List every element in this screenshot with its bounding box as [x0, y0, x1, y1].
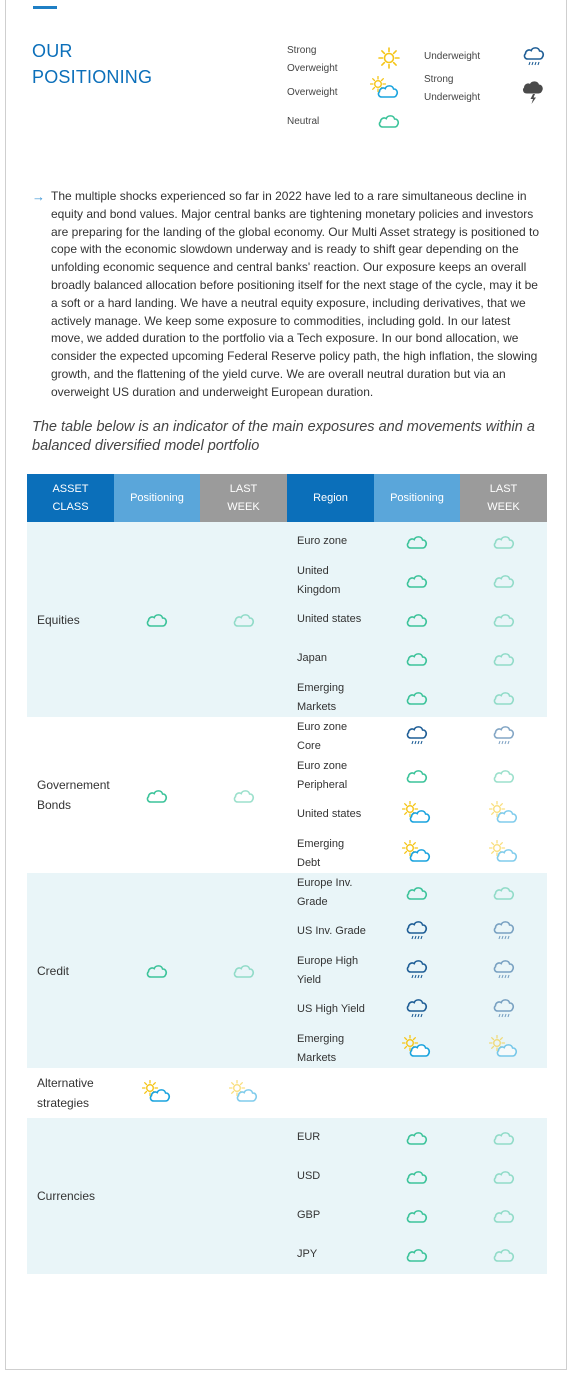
cloud-icon — [491, 1242, 517, 1267]
region-name: United Kingdom — [287, 561, 374, 600]
region-positioning — [374, 951, 460, 990]
rain-cloud-icon — [522, 44, 546, 73]
region-name: EUR — [287, 1118, 374, 1157]
sun-cloud-icon — [402, 840, 432, 867]
region-name: Emerging Debt — [297, 838, 345, 869]
asset-class-positioning — [114, 522, 200, 717]
cloud-icon — [491, 1164, 517, 1189]
sun-cloud-icon — [142, 1080, 172, 1107]
region-positioning — [374, 1235, 460, 1274]
sun-cloud-icon — [489, 801, 519, 828]
region-last-week — [460, 795, 547, 834]
asset-class-positioning — [114, 717, 200, 873]
cloud-icon — [404, 646, 430, 671]
region-name: Emerging Markets — [287, 1029, 374, 1068]
sun-cloud-icon — [489, 840, 519, 867]
legend-neutral-label: Neutral — [287, 116, 320, 127]
region-last-week — [460, 561, 547, 600]
legend-strong-overweight-label: Strong Overweight — [287, 45, 338, 74]
table-caption: The table below is an indicator of the main exposures and movements within a balanced diversified model portfolio — [32, 419, 535, 454]
table-row — [27, 873, 547, 912]
region-last-week — [460, 1029, 547, 1068]
asset-class-last-week — [200, 717, 287, 873]
region-positioning — [374, 756, 460, 795]
cloud-icon — [404, 568, 430, 593]
region-positioning — [374, 522, 460, 561]
region-last-week — [460, 990, 547, 1029]
sun-cloud-icon — [489, 1035, 519, 1062]
cloud-icon — [404, 607, 430, 632]
cloud-icon — [404, 1203, 430, 1228]
region-last-week — [460, 756, 547, 795]
cloud-icon — [404, 685, 430, 710]
legend-strong-underweight-label: Strong Underweight — [424, 74, 481, 103]
cloud-icon — [491, 1125, 517, 1150]
table-row — [27, 522, 547, 561]
sun-cloud-icon — [402, 801, 432, 828]
region-last-week — [460, 600, 547, 639]
table-row — [27, 1068, 547, 1118]
region-positioning — [374, 834, 460, 873]
rain-cloud-icon — [405, 996, 429, 1023]
rain-cloud-icon — [492, 723, 516, 750]
empty-cell — [460, 1068, 547, 1118]
storm-cloud-icon — [521, 79, 545, 110]
region-positioning — [374, 1118, 460, 1157]
legend-underweight-label: Underweight — [424, 51, 481, 62]
cloud-icon — [231, 958, 257, 983]
region-last-week — [460, 912, 547, 951]
region-last-week — [460, 678, 547, 717]
rain-cloud-icon — [405, 723, 429, 750]
region-last-week — [460, 639, 547, 678]
table-row — [27, 717, 547, 756]
asset-class-name: Currencies — [27, 1118, 114, 1274]
cloud-icon — [404, 1242, 430, 1267]
sun-cloud-icon — [402, 1035, 432, 1062]
region-positioning — [374, 912, 460, 951]
rain-cloud-icon — [492, 957, 516, 984]
cloud-icon — [491, 607, 517, 632]
region-last-week — [460, 951, 547, 990]
positioning-table — [27, 474, 547, 1274]
region-positioning — [374, 639, 460, 678]
arrow-right-icon: → — [32, 189, 45, 204]
cloud-icon — [404, 880, 430, 905]
region-name: USD — [287, 1157, 374, 1196]
asset-class-name: Equities — [27, 522, 114, 717]
region-last-week — [460, 717, 547, 756]
rain-cloud-icon — [405, 918, 429, 945]
header-last-week: LAST WEEK — [200, 474, 287, 522]
header-positioning: Positioning — [114, 474, 200, 522]
region-name: US Inv. Grade — [287, 912, 374, 951]
region-name: Europe High Yield — [287, 951, 374, 990]
legend-overweight-label: Overweight — [287, 87, 338, 98]
cloud-icon — [404, 1125, 430, 1150]
asset-class-positioning — [114, 873, 200, 1068]
rain-cloud-icon — [405, 957, 429, 984]
cloud-icon — [491, 529, 517, 554]
intro-text: The multiple shocks experienced so far in 2022 have led to a rare simultaneous decline in equity and bond values. Major central banks are tightening monetary policies and investors are preparing for the landing of the global economy. Our Multi Asset strategy is positioned to cope with the economic slowdown underway and is ready to shift gear depending on the unfolding economic sequence and central banks' reaction. Our exposure keeps an overall broadly balanced allocation before positioning itself for the next stage of the cycle, may it be a soft or a hard landing. We have a neutral equity exposure, including derivatives, that we actively manage. We keep some exposure to commodities, including gold. In our latest move, we added duration to the portfolio via a Tech exposure. In our bond allocation, we consider the expected upcoming Federal Reserve policy path, the high inflation, the slowing growth, and the flattening of the yield curve. We are overall neutral duration but via an overweight US duration and underweight European duration. — [51, 189, 540, 399]
cloud-icon — [144, 783, 170, 808]
asset-class-name: Governement Bonds — [37, 778, 110, 812]
asset-class-last-week — [200, 522, 287, 717]
cloud-icon — [491, 646, 517, 671]
cloud-icon — [491, 880, 517, 905]
cloud-icon — [404, 1164, 430, 1189]
region-name: Euro zone Core — [297, 721, 348, 752]
sun-cloud-icon — [370, 76, 400, 105]
empty-cell — [374, 1068, 460, 1118]
rain-cloud-icon — [492, 918, 516, 945]
asset-class-positioning — [114, 1068, 200, 1118]
cloud-icon — [491, 568, 517, 593]
cloud-icon — [144, 607, 170, 632]
table-body — [27, 522, 547, 1274]
sun-icon — [377, 46, 401, 75]
sun-cloud-icon — [229, 1080, 259, 1107]
region-last-week — [460, 1235, 547, 1274]
region-name: Japan — [287, 639, 374, 678]
table-row — [27, 1118, 547, 1157]
region-positioning — [374, 1196, 460, 1235]
header-asset-class: ASSET CLASS — [27, 474, 114, 522]
region-name: Emerging Markets — [287, 678, 374, 717]
region-positioning — [374, 678, 460, 717]
cloud-icon — [376, 108, 402, 135]
region-positioning — [374, 795, 460, 834]
region-name: JPY — [287, 1235, 374, 1274]
region-name: Euro zone Peripheral — [297, 760, 348, 791]
region-last-week — [460, 522, 547, 561]
asset-class-positioning — [114, 1118, 200, 1274]
cloud-icon — [231, 783, 257, 808]
rain-cloud-icon — [492, 996, 516, 1023]
header-region-positioning: Positioning — [374, 474, 460, 522]
region-positioning — [374, 717, 460, 756]
cloud-icon — [404, 763, 430, 788]
header-region: Region — [287, 474, 374, 522]
region-last-week — [460, 1118, 547, 1157]
region-last-week — [460, 873, 547, 912]
cloud-icon — [491, 685, 517, 710]
region-name: GBP — [287, 1196, 374, 1235]
page-title: OUR POSITIONING — [32, 41, 153, 87]
table-header-row — [27, 474, 547, 522]
region-name: US High Yield — [287, 990, 374, 1029]
header-region-last-week: LAST WEEK — [460, 474, 547, 522]
cloud-icon — [404, 529, 430, 554]
region-name: United states — [297, 808, 362, 821]
region-positioning — [374, 1157, 460, 1196]
cloud-icon — [231, 607, 257, 632]
region-last-week — [460, 1196, 547, 1235]
asset-class-last-week — [200, 873, 287, 1068]
asset-class-last-week — [200, 1118, 287, 1274]
region-name: United states — [287, 600, 374, 639]
region-last-week — [460, 1157, 547, 1196]
region-positioning — [374, 561, 460, 600]
region-positioning — [374, 873, 460, 912]
asset-class-name: Credit — [27, 873, 114, 1068]
region-positioning — [374, 600, 460, 639]
cloud-icon — [491, 763, 517, 788]
asset-class-last-week — [200, 1068, 287, 1118]
cloud-icon — [491, 1203, 517, 1228]
region-positioning — [374, 990, 460, 1029]
asset-class-name: Alternative strategies — [37, 1076, 94, 1110]
empty-cell — [287, 1068, 374, 1118]
region-name: Europe Inv. Grade — [287, 873, 374, 912]
cloud-icon — [144, 958, 170, 983]
region-positioning — [374, 1029, 460, 1068]
region-last-week — [460, 834, 547, 873]
region-name: Euro zone — [287, 522, 374, 561]
intro-paragraph — [32, 188, 542, 402]
top-accent-bar — [33, 6, 57, 9]
